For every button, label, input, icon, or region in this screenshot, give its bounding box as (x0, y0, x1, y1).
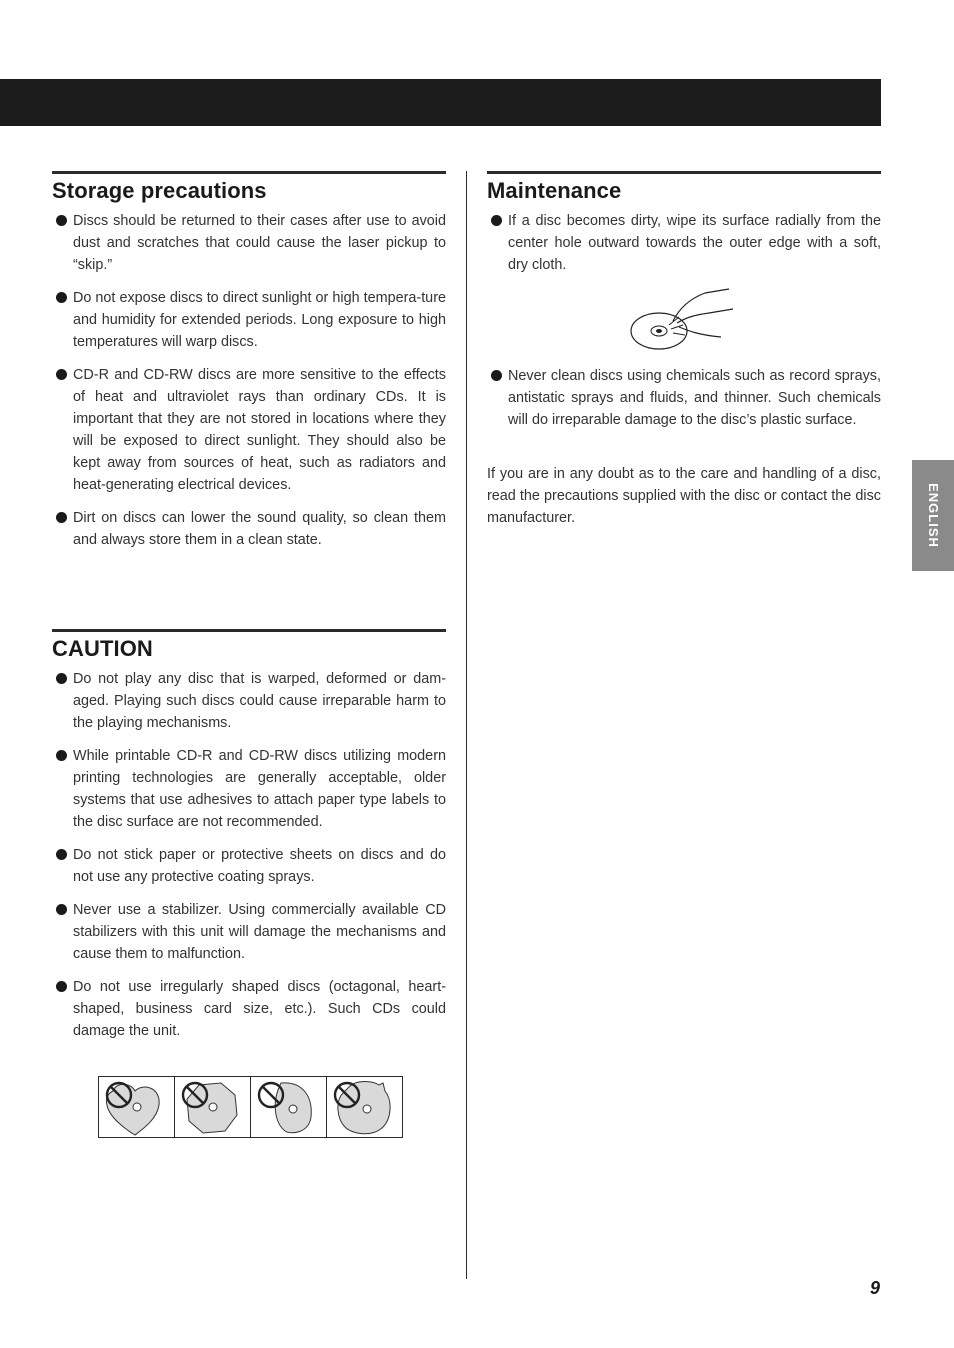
list-item (52, 745, 446, 833)
list-item-text: Never clean discs using chemicals such as record sprays, antistatic sprays and fluids, and thinner. Such chemicals will do irreparable damage to the disc’s plastic surface. (508, 368, 881, 428)
list-item (52, 976, 446, 1042)
octagon-disc-prohibited-icon (175, 1077, 251, 1137)
storage-list (52, 210, 446, 551)
section-rule (52, 171, 446, 174)
language-tab-label: ENGLISH (925, 483, 941, 548)
bullet-icon (491, 370, 502, 381)
disc-wiping-illustration (629, 287, 739, 355)
list-item-text: If a disc becomes dirty, wipe its surface radially from the center hole outward towards the outer edge with a soft, dry cloth. (508, 213, 881, 273)
list-item (52, 507, 446, 551)
page-number: 9 (869, 1278, 880, 1298)
bullet-icon (56, 215, 67, 226)
list-item-text: Dirt on discs can lower the sound quality, so clean them and always store them in a clean state. (73, 510, 446, 548)
maintenance-section (487, 171, 881, 529)
list-item-text: Discs should be returned to their cases after use to avoid dust and scratches that could cause the laser pickup to “skip.” (73, 213, 446, 273)
maintenance-heading: Maintenance (487, 178, 622, 203)
language-tab (912, 460, 954, 571)
column-divider (466, 171, 467, 1279)
caution-heading: CAUTION (52, 636, 153, 661)
bullet-icon (56, 512, 67, 523)
list-item-text: CD-R and CD-RW discs are more sensitive to the effects of heat and ultraviolet rays than ordinary CDs. It is important that they are not stored in locations where they will be exposed to direct sunlight. They should also be kept away from sources of heat, such as radiators and heat-generating electrical devices. (73, 367, 446, 493)
irregular-discs-figure (98, 1076, 403, 1138)
maintenance-list (487, 210, 881, 276)
list-item-text: Do not stick paper or protective sheets on discs and do not use any protective coating sprays. (73, 847, 446, 885)
storage-precautions-heading: Storage precautions (52, 178, 267, 203)
list-item (52, 210, 446, 276)
bullet-icon (56, 673, 67, 684)
card-disc-prohibited-icon (251, 1077, 327, 1137)
bullet-icon (56, 292, 67, 303)
list-item-text: Do not use irregularly shaped discs (octagonal, heart-shaped, business card size, etc.). Such CDs could damage the unit. (73, 979, 446, 1039)
list-item-text: While printable CD-R and CD-RW discs utilizing modern printing technologies are generally acceptable, older systems that use adhesives to attach paper type labels to the disc surface are not recommended. (73, 748, 446, 830)
header-band (0, 79, 881, 126)
heart-disc-prohibited-icon (99, 1077, 175, 1137)
storage-precautions-section (52, 171, 446, 551)
irregular-disc-prohibited-icon (327, 1077, 402, 1137)
list-item (52, 287, 446, 353)
maintenance-note: If you are in any doubt as to the care and handling of a disc, read the precautions supplied with the disc or contact the disc manufacturer. (487, 466, 881, 526)
list-item (487, 365, 881, 431)
list-item-text: Do not play any disc that is warped, deformed or dam-aged. Playing such discs could cause irreparable harm to the playing mechanisms. (73, 671, 446, 731)
list-item (52, 844, 446, 888)
bullet-icon (491, 215, 502, 226)
caution-list (52, 668, 446, 1042)
bullet-icon (56, 981, 67, 992)
bullet-icon (56, 849, 67, 860)
list-item-text: Never use a stabilizer. Using commercially available CD stabilizers with this unit will damage the mechanisms and cause them to malfunction. (73, 902, 446, 962)
left-column (52, 171, 446, 1053)
bullet-icon (56, 750, 67, 761)
bullet-icon (56, 369, 67, 380)
section-rule (487, 171, 881, 174)
list-item (52, 899, 446, 965)
list-item (52, 364, 446, 496)
right-column (487, 171, 881, 529)
caution-section (52, 629, 446, 1042)
maintenance-list-2 (487, 365, 881, 431)
list-item-text: Do not expose discs to direct sunlight or high tempera-ture and humidity for extended periods. Long exposure to high temperatures will warp discs. (73, 290, 446, 350)
section-rule (52, 629, 446, 632)
list-item (52, 668, 446, 734)
bullet-icon (56, 904, 67, 915)
list-item (487, 210, 881, 276)
